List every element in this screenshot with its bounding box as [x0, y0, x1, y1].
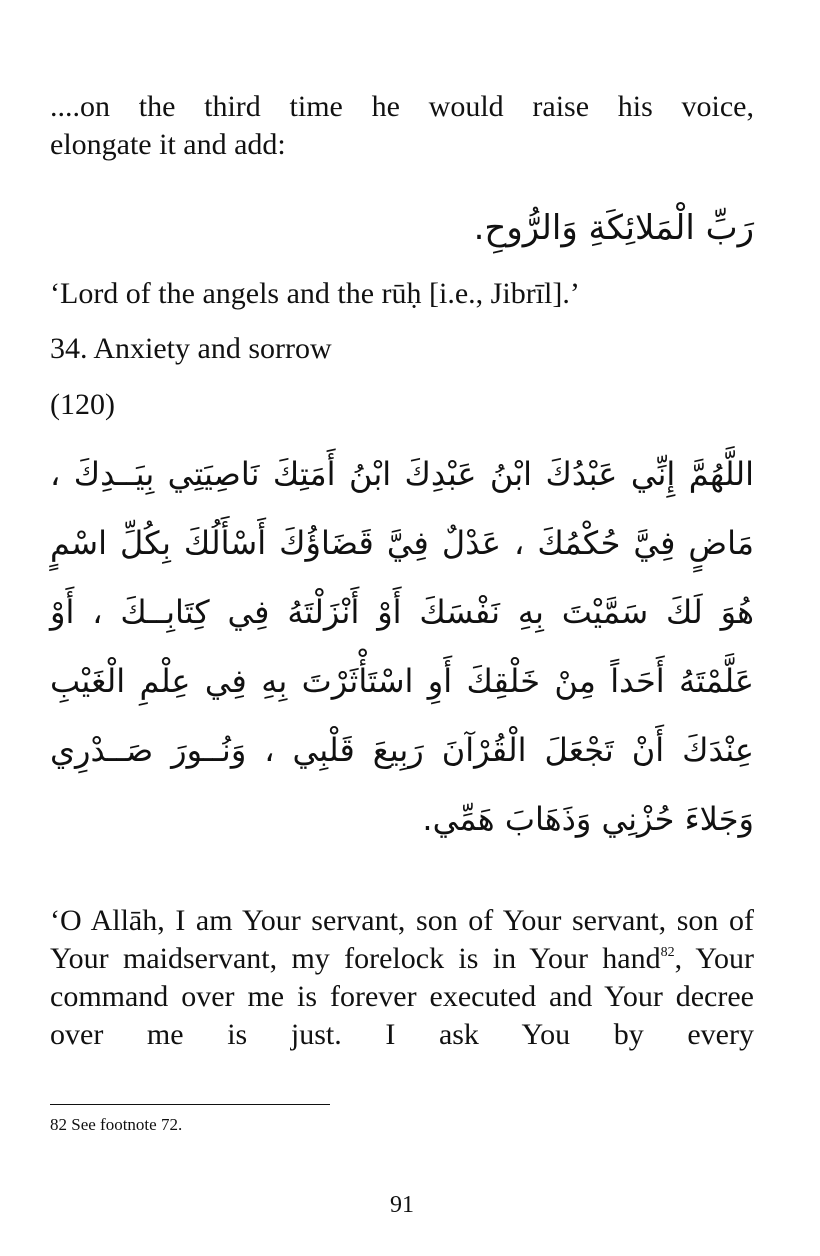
translation-long-part-1: ‘O Allāh, I am Your servant, son of Your servant, son of Your maidservant, my forelock is in Your hand [50, 904, 754, 975]
page-number: 91 [390, 1192, 414, 1218]
translation-short: ‘Lord of the angels and the rūḥ [i.e., Jibrīl].’ [50, 277, 580, 310]
section-heading [50, 330, 332, 368]
footnote-divider [50, 1104, 330, 1105]
hadith-number: (120) [50, 388, 115, 421]
intro-line-1: ....on the third time he would raise his voice, [50, 90, 754, 123]
arabic-dua-long: اللَّهُمَّ إِنِّي عَبْدُكَ ابْنُ عَبْدِكَ ابْنُ أَمَتِكَ نَاصِيَتِي بِيَــدِكَ ، مَاضٍ فِيَّ حُكْمُكَ ، عَدْلٌ فِيَّ قَضَاؤُكَ أَسْأَلُكَ بِكُلِّ اسْمٍ هُوَ لَكَ سَمَّيْتَ بِهِ نَفْسَكَ أَوْ أَنْزَلْتَهُ فِي كِتَابِــكَ ، أَوْ عَلَّمْتَهُ أَحَداً مِنْ خَلْقِكَ أَوِ اسْتَأْثَرْتَ بِهِ فِي عِلْمِ الْغَيْبِ عِنْدَكَ أَنْ تَجْعَلَ الْقُرْآنَ رَبِيعَ قَلْبِي ، وَنُــورَ صَــدْرِي وَجَلاءَ حُزْنِي وَذَهَابَ هَمِّي. [50, 455, 754, 838]
book-page [50, 0, 754, 1256]
intro-paragraph [50, 88, 754, 164]
section-title: Anxiety and sorrow [93, 332, 332, 365]
arabic-dua-short: رَبِّ الْمَلائِكَةِ وَالرُّوحِ. [473, 208, 754, 248]
translation-long-part-2: , Your command over me is forever executed and Your decree over me is just. I ask You by every [50, 942, 755, 1051]
footnote: 82 See footnote 72. [50, 1115, 183, 1134]
intro-line-2: elongate it and add: [50, 128, 286, 161]
section-number: 34. [50, 332, 88, 365]
translation-long [50, 902, 754, 1054]
footnote-reference: 82 [660, 945, 675, 960]
